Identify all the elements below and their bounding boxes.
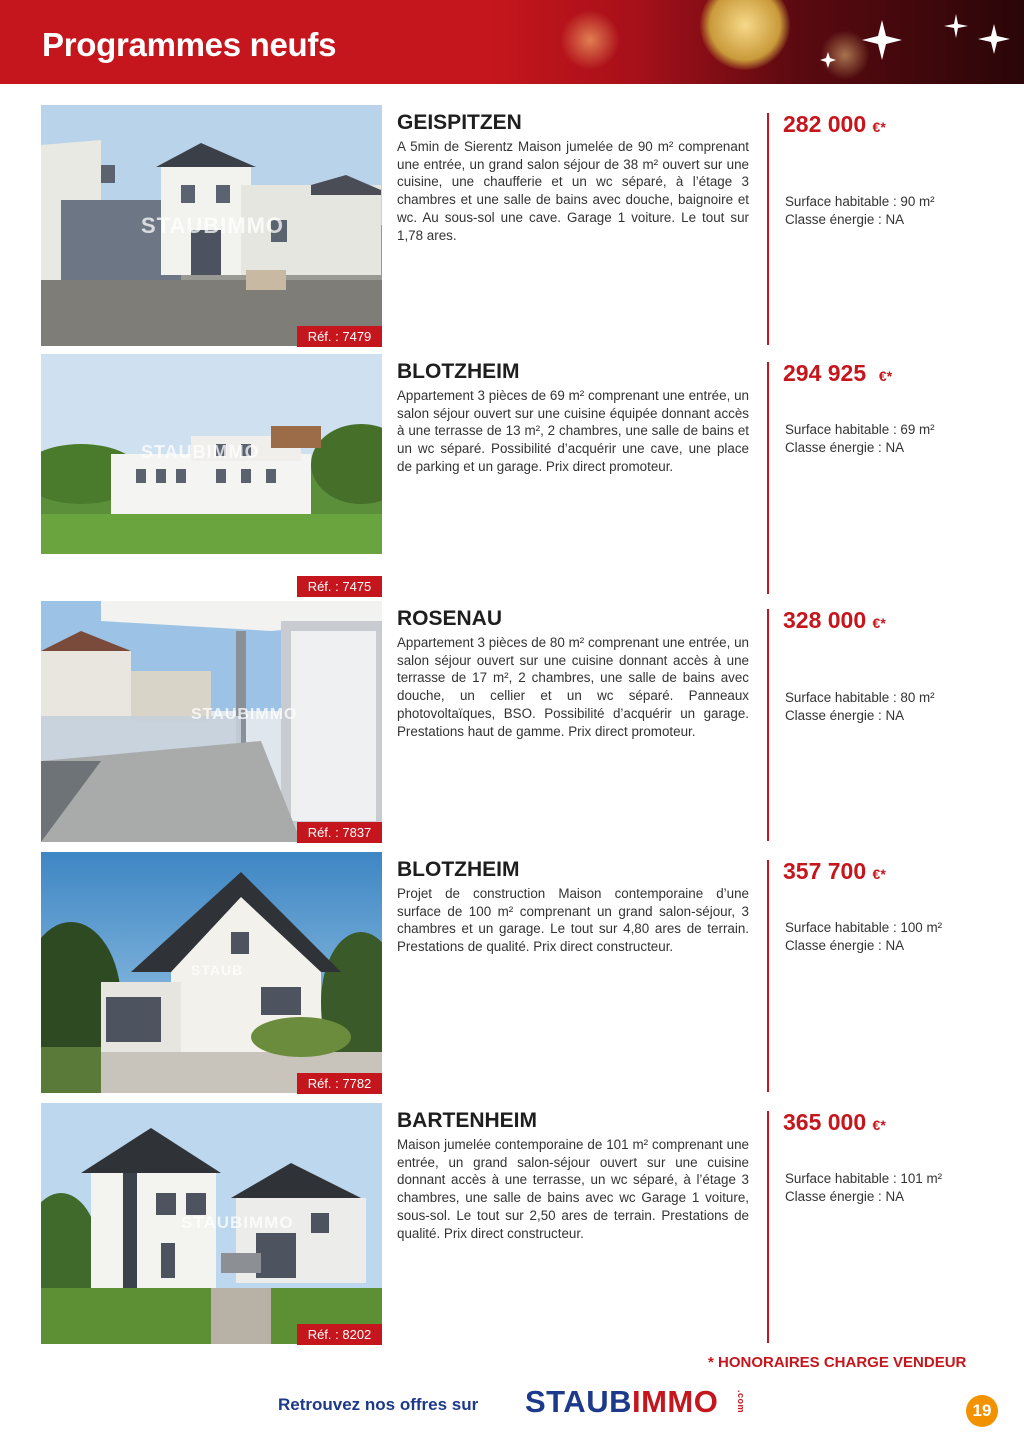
reference-badge: Réf. : 7782	[297, 1073, 382, 1094]
surface-habitable: Surface habitable : 101 m²	[785, 1171, 943, 1186]
reference-badge: Réf. : 7479	[297, 326, 382, 347]
listing-info	[785, 421, 935, 457]
staubimmo-logo[interactable]	[525, 1384, 746, 1420]
photo-watermark: STAUBIMMO	[141, 442, 260, 462]
photo-watermark: STAUBIMMO	[191, 706, 298, 723]
divider-line	[767, 1111, 769, 1343]
listing-city: BARTENHEIM	[397, 1109, 537, 1132]
listing-city: BLOTZHEIM	[397, 360, 520, 383]
surface-habitable: Surface habitable : 80 m²	[785, 690, 935, 705]
energy-class: Classe énergie : NA	[785, 708, 905, 723]
price-value: 282 000	[783, 111, 867, 137]
sparkle-icon	[820, 52, 836, 68]
listing-city: BLOTZHEIM	[397, 858, 520, 881]
price-value: 328 000	[783, 607, 867, 633]
listing-info	[785, 689, 935, 725]
photo-watermark: STAUBIMMO	[141, 213, 285, 238]
property-photo	[41, 601, 382, 842]
logo-part-staub: STAUB	[525, 1384, 632, 1419]
divider-line	[767, 609, 769, 841]
property-photo	[41, 354, 382, 554]
listing-price	[783, 1109, 886, 1136]
price-currency: €*	[872, 866, 886, 882]
listing-city: GEISPITZEN	[397, 111, 522, 134]
listing-info	[785, 919, 942, 955]
listing-info	[785, 1170, 942, 1206]
sparkle-icon	[978, 24, 1010, 54]
property-photo	[41, 1103, 382, 1344]
price-value: 365 000	[783, 1109, 867, 1135]
property-photo	[41, 852, 382, 1093]
page-title: Programmes neufs	[42, 26, 337, 63]
listing-description: A 5min de Sierentz Maison jumelée de 90 m² comprenant une entrée, un grand salon séjour de 38 m² ouvert sur une cuisine, une chaufferie et un wc séparé, à l’étage 3 chambres et une salle de bains avec douche, baignoire et wc. Au sous-sol une cave. Garage 1 voiture. Le tout sur 1,78 ares.	[397, 139, 749, 243]
energy-class: Classe énergie : NA	[785, 938, 905, 953]
property-photo	[41, 105, 382, 346]
price-currency: €*	[872, 119, 886, 135]
listing-card	[0, 1103, 1024, 1353]
surface-habitable: Surface habitable : 69 m²	[785, 422, 935, 437]
divider-line	[767, 860, 769, 1092]
listing-city: ROSENAU	[397, 607, 503, 630]
price-currency: €*	[872, 1117, 886, 1133]
reference-badge: Réf. : 8202	[297, 1324, 382, 1345]
energy-class: Classe énergie : NA	[785, 212, 905, 227]
fees-note: * HONORAIRES CHARGE VENDEUR	[708, 1354, 967, 1371]
listing-price	[783, 607, 886, 634]
page-header	[0, 0, 1024, 84]
price-currency: €*	[878, 368, 893, 384]
listing-price	[783, 111, 886, 138]
surface-habitable: Surface habitable : 100 m²	[785, 920, 943, 935]
website-callout: Retrouvez nos offres sur	[278, 1395, 479, 1414]
listing-description: Projet de construction Maison contemporaine d’une surface de 100 m² comprenant un grand salon-séjour, 3 chambres et un garage. Le tout sur 4,80 ares de terrain. Prestations de qualité. Prix direct constructeur.	[397, 886, 749, 955]
listing-card	[0, 105, 1024, 355]
listing-description: Maison jumelée contemporaine de 101 m² comprenant une entrée, un grand salon-séjour ouvert sur une cuisine donnant accès à une terrasse, un wc séparé, à l’étage 3 chambres, une salle de bains avec wc Garage 1 voiture, sous-sol. Le tout sur 2,50 ares de terrain. Prestations de qualité. Prix direct constructeur.	[397, 1137, 749, 1241]
energy-class: Classe énergie : NA	[785, 1189, 905, 1204]
divider-line	[767, 362, 769, 594]
energy-class: Classe énergie : NA	[785, 440, 905, 455]
listing-price	[783, 360, 892, 387]
logo-part-immo: IMMO	[631, 1384, 719, 1419]
price-value: 294 925	[783, 360, 867, 386]
listing-card	[0, 852, 1024, 1102]
logo-suffix: .com	[736, 1390, 746, 1414]
sparkle-icon	[944, 14, 968, 38]
listing-card	[0, 601, 1024, 851]
photo-watermark: STAUBIMMO	[181, 1213, 294, 1232]
price-currency: €*	[872, 615, 886, 631]
listing-info	[785, 193, 935, 229]
divider-line	[767, 113, 769, 345]
page-number: 19	[966, 1395, 998, 1427]
sparkle-icon	[862, 20, 902, 60]
price-value: 357 700	[783, 858, 867, 884]
reference-badge: Réf. : 7837	[297, 822, 382, 843]
reference-badge: Réf. : 7475	[297, 576, 382, 597]
listing-description: Appartement 3 pièces de 69 m² comprenant une entrée, un salon séjour ouvert sur une cuisine équipée donnant accès à une terrasse de 13 m², 2 chambres, une salle de bains et un wc séparé. Possibilité d’acquérir une cave, une place de parking et un garage. Prix direct promoteur.	[397, 388, 749, 474]
listing-card	[0, 354, 1024, 604]
listing-description: Appartement 3 pièces de 80 m² comprenant une entrée, un salon séjour ouvert sur une cuisine donnant accès à une terrasse de 17 m², 2 chambres, une salle de bains avec douche, un cellier et un wc séparé. Panneaux photovoltaïques, BSO. Possibilité d’acquérir un garage. Prestations haut de gamme. Prix direct promoteur.	[397, 635, 749, 739]
photo-watermark: STAUB	[191, 962, 244, 978]
listing-price	[783, 858, 886, 885]
surface-habitable: Surface habitable : 90 m²	[785, 194, 935, 209]
